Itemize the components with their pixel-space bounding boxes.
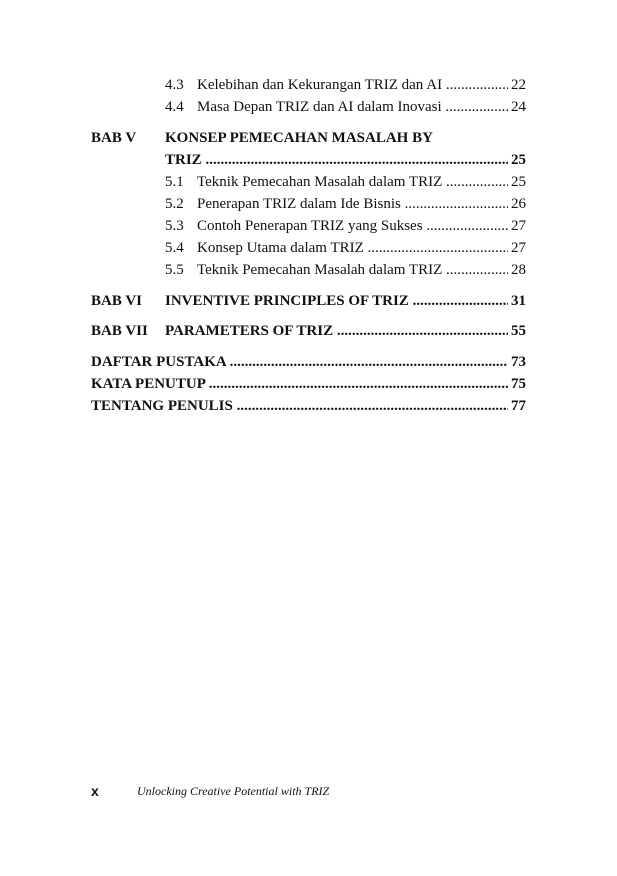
entry-page: 28 (510, 259, 526, 281)
toc-chapter-6 (91, 290, 526, 312)
entry-number: 5.1 (165, 174, 184, 190)
toc-daftar-pustaka (91, 351, 526, 373)
toc-tentang-penulis (91, 395, 526, 417)
entry-number: 5.5 (165, 262, 184, 278)
entry-number: 4.4 (165, 99, 184, 115)
entry-page: 25 (510, 171, 526, 193)
entry-title: Teknik Pemecahan Masalah dalam TRIZ ..... (197, 259, 508, 281)
entry-title: Konsep Utama dalam TRIZ ..... (197, 237, 508, 259)
chapter-page: 55 (510, 320, 526, 342)
entry-title: TENTANG PENULIS ..... (91, 395, 508, 417)
toc-entry-5-5 (91, 259, 526, 281)
toc-entry-5-4 (91, 237, 526, 259)
entry-number: 5.4 (165, 240, 184, 256)
entry-title: Contoh Penerapan TRIZ yang Sukses ..... (197, 215, 508, 237)
entry-title: Teknik Pemecahan Masalah dalam TRIZ ..... (197, 171, 508, 193)
entry-page: 22 (510, 74, 526, 96)
chapter-title-cont: TRIZ ..... (165, 149, 508, 171)
chapter-page: 31 (510, 290, 526, 312)
entry-number: 5.3 (165, 218, 184, 234)
entry-title: DAFTAR PUSTAKA ..... (91, 351, 508, 373)
chapter-label: BAB V (91, 130, 137, 146)
entry-title: Masa Depan TRIZ dan AI dalam Inovasi ..... (197, 96, 508, 118)
toc-entry-5-2 (91, 193, 526, 215)
toc-entry-4-4 (91, 96, 526, 118)
table-of-contents (91, 74, 526, 417)
entry-page: 73 (510, 351, 526, 373)
entry-title: Kelebihan dan Kekurangan TRIZ dan AI ..... (197, 74, 508, 96)
entry-title: Penerapan TRIZ dalam Ide Bisnis ..... (197, 193, 508, 215)
chapter-title: PARAMETERS OF TRIZ ..... (165, 320, 508, 342)
toc-entry-5-1 (91, 171, 526, 193)
entry-number: 4.3 (165, 77, 184, 93)
toc-kata-penutup (91, 373, 526, 395)
entry-page: 26 (510, 193, 526, 215)
chapter-title: INVENTIVE PRINCIPLES OF TRIZ ..... (165, 290, 508, 312)
entry-page: 77 (510, 395, 526, 417)
toc-chapter-5-heading (91, 127, 526, 149)
chapter-title: KONSEP PEMECAHAN MASALAH BY (165, 130, 433, 146)
entry-page: 75 (510, 373, 526, 395)
entry-title: KATA PENUTUP ..... (91, 373, 508, 395)
entry-page: 24 (510, 96, 526, 118)
toc-chapter-5 (91, 149, 526, 171)
chapter-label: BAB VII (91, 323, 148, 339)
entry-number: 5.2 (165, 196, 184, 212)
entry-page: 27 (510, 215, 526, 237)
chapter-page: 25 (510, 149, 526, 171)
chapter-label: BAB VI (91, 293, 142, 309)
footer-book-title: Unlocking Creative Potential with TRIZ (137, 784, 330, 798)
toc-chapter-7 (91, 320, 526, 342)
toc-entry-4-3 (91, 74, 526, 96)
entry-page: 27 (510, 237, 526, 259)
toc-entry-5-3 (91, 215, 526, 237)
footer-page-number: x (91, 783, 99, 799)
